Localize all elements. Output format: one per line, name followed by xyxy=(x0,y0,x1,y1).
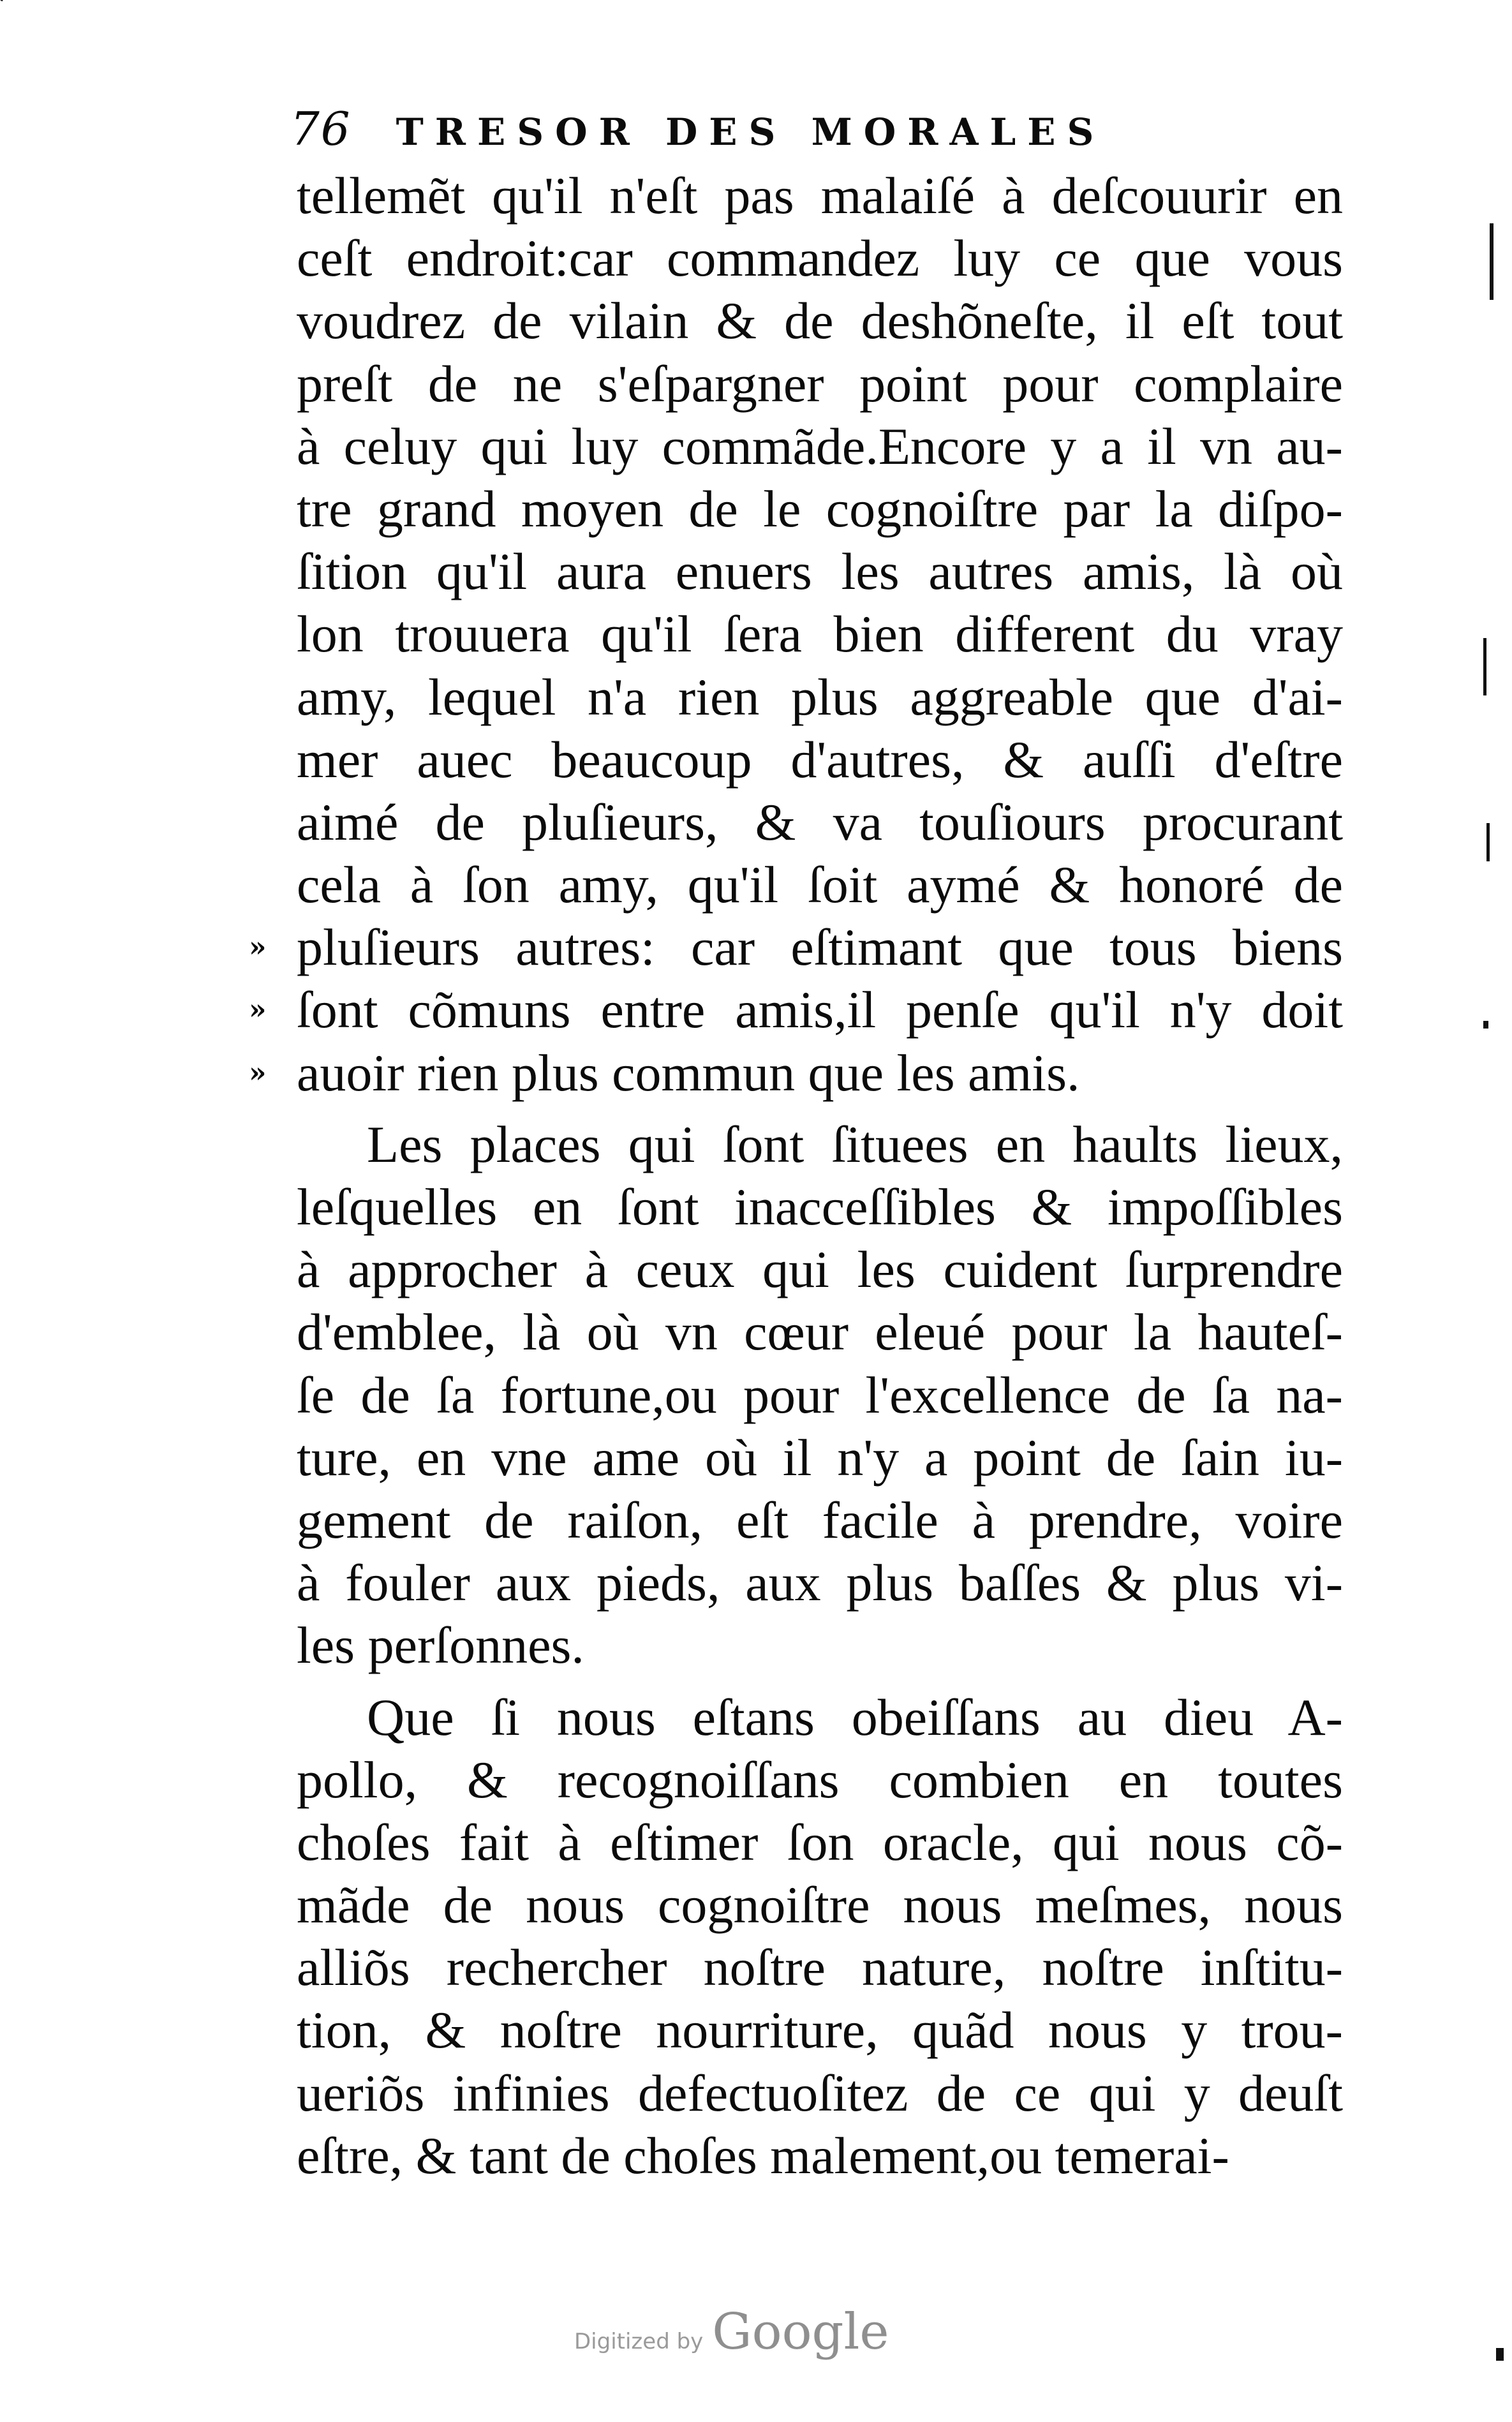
line-text: d'emblee, là où vn cœur eleué pour la hauteſ- xyxy=(297,1303,1343,1362)
line-text: choſes fait à eſtimer ſon oracle, qui nous cõ- xyxy=(297,1813,1343,1871)
text-line xyxy=(297,1686,1343,1749)
line-text: mãde de nous cognoiſtre nous meſmes, nous xyxy=(297,1876,1343,1935)
line-text: pluſieurs autres: car eſtimant que tous biens xyxy=(297,918,1343,977)
line-text: ceſt endroit:car commandez luy ce que vous xyxy=(297,229,1343,288)
text-line xyxy=(297,1238,1343,1301)
text-line xyxy=(249,979,1343,1041)
digitization-footer xyxy=(574,2303,889,2361)
scan-mark xyxy=(1486,823,1490,861)
text-line xyxy=(297,227,1343,290)
scan-mark xyxy=(1483,1021,1488,1029)
text-line xyxy=(249,916,1343,979)
text-line xyxy=(297,540,1343,603)
running-head: TRESOR DES MORALES xyxy=(396,110,1106,154)
line-text: leſquelles en ſont inacceſſibles & impoſſibles xyxy=(297,1178,1343,1236)
text-line xyxy=(297,2125,1343,2187)
text-line xyxy=(249,1042,1343,1104)
line-text: les perſonnes. xyxy=(297,1616,584,1675)
text-line xyxy=(297,478,1343,540)
text-line xyxy=(297,1489,1343,1552)
line-text: ſition qu'il aura enuers les autres amis, là où xyxy=(297,542,1343,601)
line-text: Que ſi nous eſtans obeiſſans au dieu A- xyxy=(367,1688,1343,1746)
line-text: aimé de pluſieurs, & va touſiours procurant xyxy=(297,792,1343,851)
text-line xyxy=(297,1749,1343,1811)
text-line xyxy=(297,1301,1343,1363)
line-text: eſtre, & tant de choſes malement,ou temerai- xyxy=(297,2126,1229,2185)
text-line xyxy=(297,1614,1343,1677)
digitized-label: Digitized by xyxy=(574,2329,704,2354)
text-line xyxy=(297,2062,1343,2125)
text-line xyxy=(297,666,1343,729)
line-text: mer auec beaucoup d'autres, & auſſi d'eſtre xyxy=(297,730,1343,789)
text-line xyxy=(297,353,1343,415)
line-text: Les places qui ſont ſituees en haults lieux, xyxy=(367,1115,1343,1173)
scan-mark xyxy=(0,0,13,1)
line-text: à celuy qui luy commãde.Encore y a il vn au- xyxy=(297,417,1343,475)
text-line xyxy=(297,791,1343,854)
scan-mark xyxy=(1496,2348,1504,2361)
line-text: ſe de ſa fortune,ou pour l'excellence de ſa na- xyxy=(297,1365,1343,1424)
line-text: ueriõs infinies defectuoſitez de ce qui y deuſt xyxy=(297,2063,1343,2122)
line-text: cela à ſon amy, qu'il ſoit aymé & honoré de xyxy=(297,856,1343,914)
text-line xyxy=(297,1364,1343,1427)
line-text: à fouler aux pieds, aux plus baſſes & plus vi- xyxy=(297,1554,1343,1612)
line-text: tellemẽt qu'il n'eſt pas malaiſé à deſcouurir en xyxy=(297,167,1343,225)
text-line xyxy=(297,1176,1343,1238)
text-line xyxy=(297,1936,1343,1999)
text-line xyxy=(297,1811,1343,1874)
line-text: ture, en vne ame où il n'y a point de ſain iu- xyxy=(297,1428,1343,1487)
line-text: voudrez de vilain & de deshõneſte, il eſt tout xyxy=(297,292,1343,350)
line-text: pollo, & recognoiſſans combien en toutes xyxy=(297,1750,1343,1809)
text-line xyxy=(297,290,1343,352)
line-text: lon trouuera qu'il ſera bien different du vray xyxy=(297,605,1343,664)
line-text: tion, & noſtre nourriture, quãd nous y trou- xyxy=(297,2001,1343,2060)
text-line xyxy=(297,1552,1343,1614)
quotation-marker: » xyxy=(249,931,267,964)
quotation-marker: » xyxy=(249,993,267,1027)
page-header xyxy=(290,102,1337,160)
text-line xyxy=(297,729,1343,791)
quotation-marker: » xyxy=(249,1056,267,1089)
text-line xyxy=(297,1427,1343,1489)
line-text: gement de raiſon, eſt facile à prendre, voire xyxy=(297,1490,1343,1549)
scan-mark xyxy=(1483,638,1486,695)
google-logo: Google xyxy=(712,2303,889,2361)
line-text: amy, lequel n'a rien plus aggreable que d'ai- xyxy=(297,667,1343,726)
scan-mark xyxy=(1490,223,1493,300)
text-line xyxy=(297,854,1343,916)
text-line xyxy=(297,603,1343,665)
line-text: tre grand moyen de le cognoiſtre par la diſpo- xyxy=(297,479,1343,538)
line-text: alliõs rechercher noſtre nature, noſtre inſtitu- xyxy=(297,1938,1343,1997)
line-text: ſont cõmuns entre amis,il penſe qu'il n'y doit xyxy=(297,981,1343,1039)
text-line xyxy=(297,1113,1343,1176)
line-text: auoir rien plus commun que les amis. xyxy=(297,1043,1080,1102)
line-text: à approcher à ceux qui les cuident ſurprendre xyxy=(297,1240,1343,1299)
text-line xyxy=(297,1999,1343,2062)
text-line xyxy=(297,165,1343,227)
page-number: 76 xyxy=(290,102,352,156)
text-line xyxy=(297,415,1343,478)
line-text: preſt de ne s'eſpargner point pour complaire xyxy=(297,354,1343,413)
text-line xyxy=(297,1874,1343,1936)
body-text xyxy=(249,165,1343,2187)
